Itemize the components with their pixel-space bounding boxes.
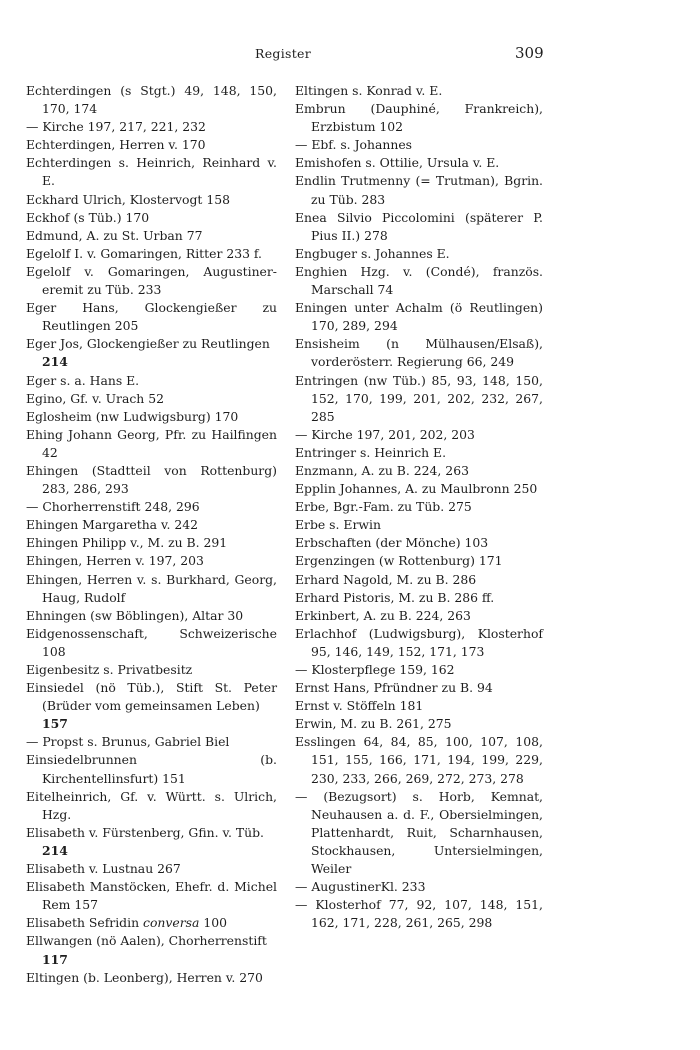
index-entry: Eltingen (b. Leonberg), Herren v. 270: [26, 969, 263, 985]
index-entry: — (Bezugsort) s. Horb, Kemnat, Neuhausen a. d. F., Obersielmingen, Plattenhardt, Ruit, Scharnhausen, Stockhausen, Untersielmingen, Weiler: [295, 788, 543, 877]
index-entry: Eglosheim (nw Ludwigsburg) 170: [26, 408, 239, 424]
index-entry: Erwin, M. zu B. 261, 275: [295, 716, 452, 732]
index-entry: Ehingen (Stadtteil von Rottenburg) 283, 286, 293: [26, 462, 277, 497]
index-entry: Entringen (nw Tüb.) 85, 93, 148, 150, 152, 170, 199, 201, 202, 232, 267, 285: [295, 372, 543, 424]
index-entry: — Kirche 197, 217, 221, 232: [26, 119, 206, 135]
index-entry: Eckhof (s Tüb.) 170: [26, 209, 150, 225]
index-entry: Erhard Pistoris, M. zu B. 286 ff.: [295, 589, 495, 605]
index-entry: Ehingen, Herren v. s. Burkhard, Georg, Haug, Rudolf: [26, 571, 277, 605]
index-entry: Erbschaften (der Mönche) 103: [295, 535, 489, 551]
italic-term: conversa: [143, 915, 200, 931]
index-entry: [26, 914, 277, 932]
index-entry: Ensisheim (n Mülhausen/Elsaß), vorderösterr. Regierung 66, 249: [295, 336, 543, 370]
page-header: [0, 44, 700, 66]
bold-page-ref: 214: [42, 842, 68, 858]
index-entry: Embrun (Dauphiné, Frankreich), Erzbistum 102: [295, 101, 543, 135]
index-entry: Enea Silvio Piccolomini (späterer P. Pius II.) 278: [295, 209, 543, 243]
index-entry: — Klosterhof 77, 92, 107, 148, 151, 162, 171, 228, 261, 265, 298: [295, 897, 543, 931]
index-entry: Eigenbesitz s. Privatbesitz: [26, 662, 193, 677]
index-entry: Edmund, A. zu St. Urban 77: [26, 227, 203, 243]
index-entry: Eidgenossenschaft, Schweizerische 108: [26, 625, 277, 659]
bold-page-ref: 157: [42, 716, 68, 732]
index-entry: Eitelheinrich, Gf. v. Württ. s. Ulrich, Hzg.: [26, 788, 277, 822]
index-entry: — Ebf. s. Johannes: [295, 137, 413, 153]
index-entry: Elisabeth v. Lustnau 267: [26, 861, 181, 877]
index-entry: Emishofen s. Ottilie, Ursula v. E.: [295, 155, 500, 171]
index-entry: Entringer s. Heinrich E.: [295, 444, 447, 460]
index-entry: Echterdingen s. Heinrich, Reinhard v. E.: [26, 155, 277, 189]
bold-page-ref: 117: [42, 951, 68, 967]
index-entry: [26, 335, 277, 371]
running-head: Register: [254, 46, 312, 61]
index-entry: Ergenzingen (w Rottenburg) 171: [295, 553, 503, 569]
index-entry: Esslingen 64, 84, 85, 100, 107, 108, 151, 155, 166, 171, 194, 199, 229, 230, 233, 266, 269, 272, 273, 278: [295, 734, 543, 786]
index-entry: Egino, Gf. v. Urach 52: [26, 390, 164, 406]
index-entry: Ehingen Margaretha v. 242: [26, 517, 199, 533]
index-entry: Erbe s. Erwin: [295, 517, 381, 533]
index-entry: Ehingen Philipp v., M. zu B. 291: [26, 535, 228, 551]
page-number: 309: [515, 44, 544, 62]
index-entry: Elisabeth Manstöcken, Ehefr. d. Michel Rem 157: [26, 879, 277, 913]
index-column-left: [26, 82, 277, 987]
index-entry: Enghien Hzg. v. (Condé), französ. Marschall 74: [295, 263, 543, 298]
index-entry: Eltingen s. Konrad v. E.: [295, 83, 443, 98]
index-entry: Echterdingen (s Stgt.) 49, 148, 150, 170, 174: [26, 83, 277, 117]
page-ref: 100: [203, 915, 227, 931]
index-entry: — Propst s. Brunus, Gabriel Biel: [26, 734, 230, 750]
index-entry: Enzmann, A. zu B. 224, 263: [295, 462, 469, 478]
index-column-right: [295, 82, 543, 932]
index-entry: Egelolf v. Gomaringen, Augustiner-eremit zu Tüb. 233: [26, 263, 277, 298]
index-entry: Ernst Hans, Pfründner zu B. 94: [295, 680, 493, 696]
index-entry: Erlachhof (Ludwigsburg), Klosterhof 95, 146, 149, 152, 171, 173: [295, 625, 543, 659]
index-entry: Einsiedelbrunnen (b. Kirchentellinsfurt) 151: [26, 752, 277, 786]
index-entry: Ernst v. Stöffeln 181: [295, 698, 424, 714]
index-entry: Erkinbert, A. zu B. 224, 263: [295, 607, 471, 623]
index-entry: Eger Hans, Glockengießer zu Reutlingen 205: [26, 300, 277, 334]
index-entry: [26, 824, 277, 860]
entry-text: Elisabeth Sefridin: [26, 915, 140, 931]
index-entry: [26, 679, 277, 733]
index-entry: — Klosterpflege 159, 162: [295, 662, 455, 677]
entry-text: Eger Jos, Glockengießer zu Reutlingen: [26, 336, 270, 352]
index-entry: Ehningen (sw Böblingen), Altar 30: [26, 607, 244, 623]
entry-text: Elisabeth v. Fürstenberg, Gfin. v. Tüb.: [26, 824, 264, 840]
bold-page-ref: 214: [42, 354, 68, 370]
index-entry: Ehingen, Herren v. 197, 203: [26, 553, 204, 569]
index-entry: Eckhard Ulrich, Klostervogt 158: [26, 191, 230, 207]
index-entry: — AugustinerKl. 233: [295, 879, 426, 895]
index-entry: — Chorherrenstift 248, 296: [26, 499, 200, 515]
index-entry: [26, 932, 277, 968]
index-entry: Ehing Johann Georg, Pfr. zu Hailfingen 42: [26, 426, 277, 460]
index-entry: Eningen unter Achalm (ö Reutlingen) 170, 289, 294: [295, 300, 543, 334]
index-entry: Erhard Nagold, M. zu B. 286: [295, 571, 477, 587]
index-entry: Erbe, Bgr.-Fam. zu Tüb. 275: [295, 499, 472, 515]
index-entry: Epplin Johannes, A. zu Maulbronn 250: [295, 481, 538, 497]
index-entry: Endlin Trutmenny (= Trutman), Bgrin. zu Tüb. 283: [295, 173, 543, 207]
entry-text: Ellwangen (nö Aalen), Chorherrenstift: [26, 933, 267, 949]
entry-text: Einsiedel (nö Tüb.), Stift St. Peter (Brüder vom gemeinsamen Leben): [26, 680, 277, 714]
index-entry: Echterdingen, Herren v. 170: [26, 137, 206, 153]
index-entry: Engbuger s. Johannes E.: [295, 245, 450, 261]
index-entry: Egelolf I. v. Gomaringen, Ritter 233 f.: [26, 245, 262, 261]
index-entry: Eger s. a. Hans E.: [26, 372, 140, 388]
index-entry: — Kirche 197, 201, 202, 203: [295, 426, 475, 442]
